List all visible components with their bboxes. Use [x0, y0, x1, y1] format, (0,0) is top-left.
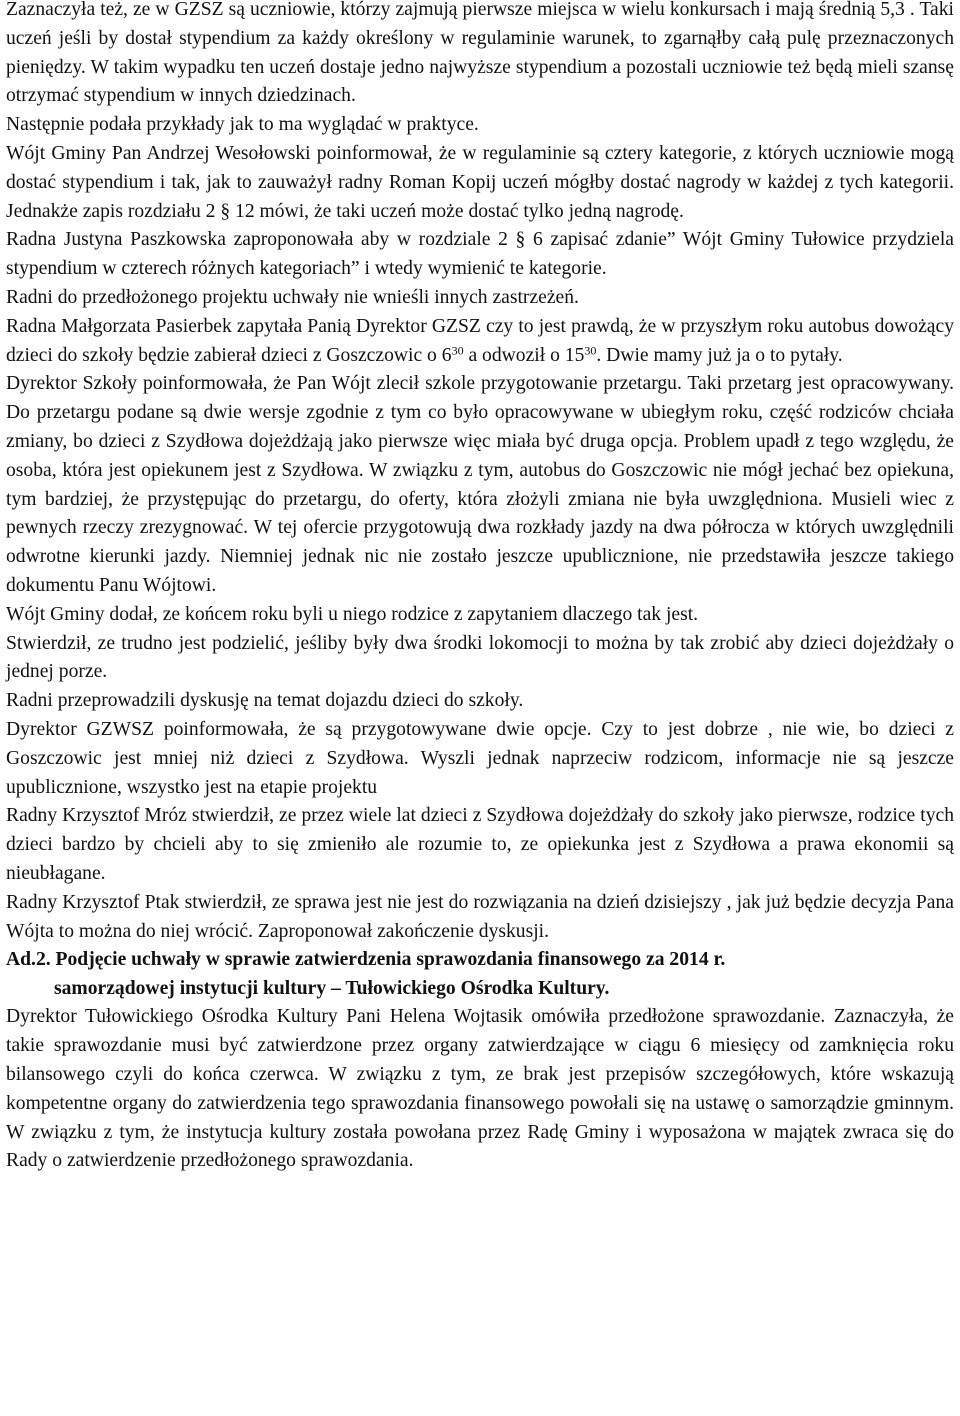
time-superscript-1: 30 [451, 342, 464, 357]
paragraph-transport-means: Stwierdził, ze trudno jest podzielić, jeśliby były dwa środki lokomocji to można by tak zrobić aby dzieci dojeżdżały o jednej porze. [6, 632, 954, 683]
paragraph-examples: Następnie podała przykłady jak to ma wyglądać w praktyce. [6, 114, 479, 136]
agenda-item-line-2: samorządowej instytucji kultury – Tułowickiego Ośrodka Kultury. [54, 977, 610, 999]
bus-question-text-3: . Dwie mamy już ja o to pytały. [596, 344, 843, 366]
bus-question-text-1: Radna Małgorzata Pasierbek zapytała Panią Dyrektor GZSZ czy to jest prawdą, że w przyszłym roku autobus dowożący dzieci do szkoły będzie zabierał dzieci z Goszczowic o 6 [6, 315, 954, 366]
paragraph-bus-question [6, 313, 954, 371]
paragraph-no-objections: Radni do przedłożonego projektu uchwały nie wnieśli innych zastrzeżeń. [6, 286, 579, 308]
bus-question-text-2: a odwoził o 15 [463, 344, 585, 366]
paragraph-proposal: Radna Justyna Paszkowska zaproponowała aby w rozdziale 2 § 6 zapisać zdanie” Wójt Gminy Tułowice przydziela stypendium w czterech różnych kategoriach” i wtedy wymienić te kategorie. [6, 229, 954, 280]
paragraph-councillor-ptak: Radny Krzysztof Ptak stwierdził, ze sprawa jest nie jest do rozwiązania na dzień dzisiejszy , jak już będzie decyzja Pana Wójta to można do niej wrócić. Zaproponował zakończenie dyskusji. [6, 891, 954, 942]
agenda-item-line-1: Ad.2. Podjęcie uchwały w sprawie zatwierdzenia sprawozdania finansowego za 2014 r. [6, 949, 726, 971]
paragraph-mayor-parents: Wójt Gminy dodał, ze końcem roku byli u niego rodzice z zapytaniem dlaczego tak jest. [6, 603, 699, 625]
paragraph-culture-report: Dyrektor Tułowickiego Ośrodka Kultury Pani Helena Wojtasik omówiła przedłożone sprawozdanie. Zaznaczyła, że takie sprawozdanie musi być zatwierdzone przez organy zatwierdzające w ciągu 6 miesięcy od zamknięcia roku bilansowego czyli do końca czerwca. W związku z tym, ze brak jest przepisów szczegółowych, które wskazują kompetentne organy do zatwierdzenia tego sprawozdania finansowego powołali się na ustawę o samorządzie gminnym. W związku z tym, że instytucja kultury została powołana przez Radę Gminy i wyposażona w majątek zwraca się do Rady o zatwierdzenie przedłożonego sprawozdania. [6, 1006, 954, 1172]
paragraph-mayor-categories: Wójt Gminy Pan Andrzej Wesołowski poinformował, że w regulaminie są cztery kategorie, z których uczniowie mogą dostać stypendium i tak, jak to zauważył radny Roman Kopij uczeń mógłby dostać nagrody w każdej z tych kategorii. Jednakże zapis rozdziału 2 § 12 mówi, że taki uczeń może dostać tylko jedną nagrodę. [6, 142, 954, 222]
paragraph-discussion: Radni przeprowadzili dyskusję na temat dojazdu dzieci do szkoły. [6, 690, 524, 712]
paragraph-councillor-mroz: Radny Krzysztof Mróz stwierdził, ze przez wiele lat dzieci z Szydłowa dojeżdżały do szkoły jako pierwsze, rodzice tych dzieci bardzo by chcieli aby to się zmieniło ale rozumie to, ze opiekunka jest z Szydłowa a prawa ekonomii są nieubłagane. [6, 805, 954, 884]
paragraph-two-options: Dyrektor GZWSZ poinformowała, że są przygotowywane dwie opcje. Czy to jest dobrze , nie wie, bo dzieci z Goszczowic jest mniej niż dzieci z Szydłowa. Wyszli jednak naprzeciw rodzicom, informacje nie są jeszcze upublicznione, wszystko jest na etapie projektu [6, 718, 954, 798]
paragraph-scholarship-note: Zaznaczyła też, ze w GZSZ są uczniowie, którzy zajmują pierwsze miejsca w wielu konkursach i mają średnią 5,3 . Taki uczeń jeśli by dostał stypendium za każdy określony w regulaminie warunek, to zgarnąłby całą pulę przeznaczonych pieniędzy. W takim wypadku ten uczeń dostaje jedno najwyższe stypendium a pozostali uczniowie też będą mieli szansę otrzymać stypendium w innych dziedzinach. [6, 0, 954, 107]
time-superscript-2: 30 [584, 342, 597, 357]
paragraph-director-tender: Dyrektor Szkoły poinformowała, że Pan Wójt zlecił szkole przygotowanie przetargu. Taki przetarg jest opracowywany. Do przetargu podane są dwie wersje zgodnie z tym co było opracowywane w ubiegłym roku, część rodziców chciała zmiany, bo dzieci z Szydłowa dojeżdżają jako pierwsze więc miała być druga opcja. Problem upadł z tego względu, że osoba, która jest opiekunem jest z Szydłowa. W związku z tym, autobus do Goszczowic nie mógł jechać bez opiekuna, tym bardziej, że przystępując do przetargu, do oferty, która złożyli zmiana nie była uwzględniona. Musieli wiec z pewnych rzeczy zrezygnować. W tej ofercie przygotowują dwa rozkłady jazdy na dwa półrocza w których uwzględnili odwrotne kierunki jazdy. Niemniej jednak nic nie zostało jeszcze upublicznione, nie przedstawiła jeszcze takiego dokumentu Panu Wójtowi. [6, 373, 954, 596]
agenda-item-heading [6, 946, 954, 1003]
